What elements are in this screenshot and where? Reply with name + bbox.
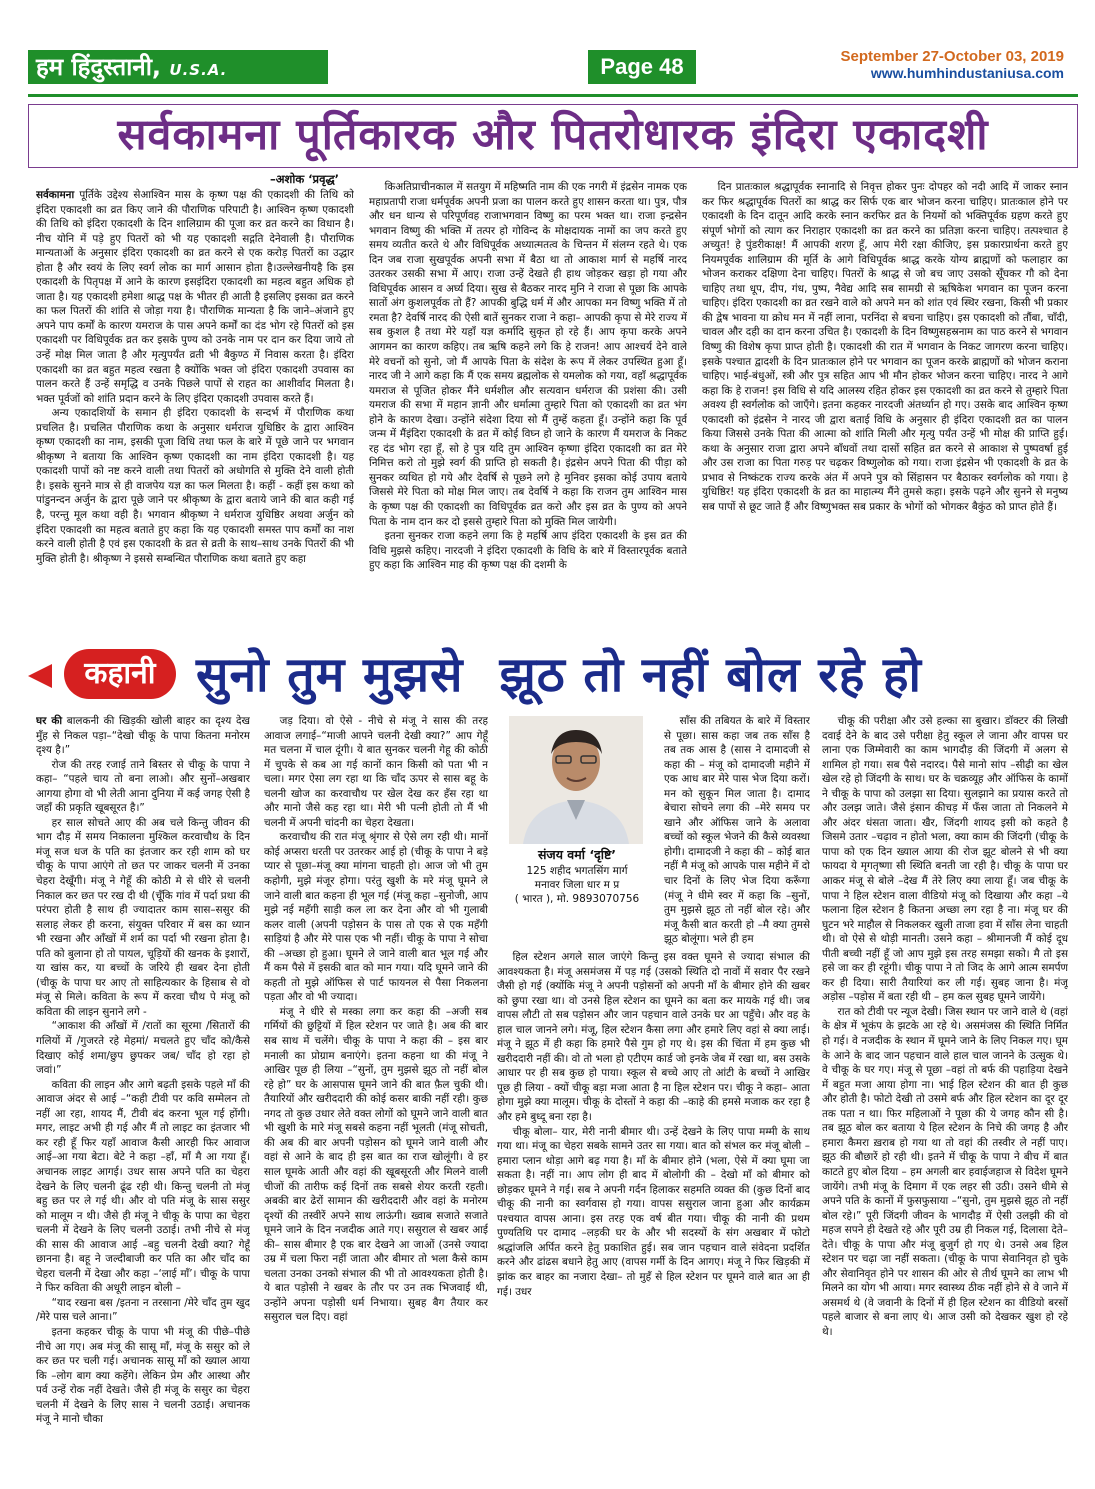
page-number: Page 48 [588, 50, 696, 84]
author-address-line1: 125 शहीद भगतसिंग मार्ग [526, 865, 628, 877]
paragraph [497, 950, 810, 1125]
paragraph [36, 714, 250, 758]
issue-date: September 27-October 03, 2019 [840, 48, 1064, 65]
paragraph-text: मंजू ने धीरे से मस्का लगा कर कहा की –अजी सब गर्मियों की छुट्टियों में हिल स्टेशन पर जाते है। अब की बार सब साथ में चलेंगे। चीकू के पापा ने कहा की – इस बार मनाली का प्रोग्राम बनाएंगे। इतना कहना था की मंजू ने आखिर पूछ ही लिया –“सुनों, तुम मुझसे झूठ तो नहीं बोल रहे हो” घर के आसपास घूमने जाने की बात फ़ैल चुकी थी। तैयारियों और खरीददारी की कोई कसर बाकी नहीं रही। कुछ नगद तो कुछ उधार लेते वक्त लोगों को घूमने जाने वाली बात भी खुशी के मारे मंजू सबसे कहना नहीं भूलती (मंजू सोचती, की अब की बार अपनी पड़ोसन को घूमने जाने वाली और वहां से आने के बाद ही इस बात का राज खोलूंगी। वे हर साल घूमके आती और वहां की खूबसूरती और मिलने वाली चीजों की तारीफ कई दिनों तक सबसे शेयर करती रहती। अबकी बार ढेरों सामान की खरीददारी और वहां के मनोरम दृश्यों की तस्वीरें अपने साथ लाऊंगी। ख्वाब सजाते सजाते घूमने जाने के दिन नजदीक आते गए। ससुराल से खबर आई की– सास बीमार है एक बार देखने आ जाओं (उनसे ज्यादा उम्र में चला फिरा नहीं जाता और बीमार तो भला कैसे काम चलता उनका उनको संभाल की भी तो आवश्यकता होती है। ये बात पड़ोसी ने खबर के तौर पर उन तक भिजवाई थी, उन्होंने अपना पड़ोसी धर्म निभाया। सुबह बैग तैयार कर ससुराल चल दिए। वहां [264, 1005, 488, 1324]
paragraph [264, 714, 488, 830]
paragraph [36, 406, 354, 566]
paragraph-text: किअतिप्राचीनकाल में सतयुग में महिष्मति नाम की एक नगरी में इंद्रसेन नामक एक महाप्रतापी राजा धर्मपूर्वक अपनी प्रजा का पालन करते हुए शासन करता था। पुत्र, पौत्र और धन धान्य से परिपूर्णवह राजाभगवान विष्णु का परम भक्त था। राजा इन्द्रसेन भगवान विष्णु की भक्ति में तत्पर हो गोविन्द के मोक्षदायक नामों का जप करते हुए समय व्यतीत करते थे और विधिपूर्वक अध्यात्मतत्व के चिन्तन में संलग्न रहते थे। एक दिन जब राजा सुखपूर्वक अपनी सभा में बैठा था तो आकाश मार्ग से महर्षि नारद उतरकर उसकी सभा में आए। राजा उन्हें देखते ही हाथ जोड़कर खड़ा हो गया और विधिपूर्वक आसन व अर्घ्य दिया। सुख से बैठकर नारद मुनि ने राजा से पूछा कि आपके सातों अंग कुशलपूर्वक तो हैं? आपकी बुद्धि धर्म में और आपका मन विष्णु भक्ति में तो रमता है? देवर्षि नारद की ऐसी बातें सुनकर राजा ने कहा– आपकी कृपा से मेरे राज्य में सब कुशल है तथा मेरे यहाँ यज्ञ कर्मादि सुकृत हो रहे हैं। आप कृपा करके अपने आगमन का कारण कहिए। तब ऋषि कहने लगे कि हे राजन! आप आश्चर्य देने वाले मेरे वचनों को सुनो, जो मैं आपके पिता के संदेश के रूप में लेकर उपस्थित हुआ हूँ। नारद जी ने आगे कहा कि मैं एक समय ब्रह्मलोक से यमलोक को गया, वहाँ श्रद्धापूर्वक यमराज से पूजित होकर मैंने धर्मशील और सत्यवान धर्मराज की प्रशंसा की। उसी यमराज की सभा में महान ज्ञानी और धर्मात्मा तुम्हारे पिता को एकादशी का व्रत भंग होने के कारण देखा। उन्होंने संदेशा दिया सो मैं तुम्हें कहता हूँ। उन्होंने कहा कि पूर्व जन्म में मैंइंदिरा एकादशी के व्रत में कोई विघ्न हो जाने के कारण मैं यमराज के निकट रह दंड भोग रहा हूँ, सो हे पुत्र यदि तुम आश्विन कृष्णा इंदिरा एकादशी का व्रत मेरे निमित्त करो तो मुझे स्वर्ग की प्राप्ति हो सकती है। इंद्रसेन अपने पिता की पीड़ा को सुनकर व्यथित हो गये और देवर्षि से पूछने लगे हे मुनिवर इसका कोई उपाय बताये जिससे मेरे पिता को मोक्ष मिल जाए। तब देवर्षि ने कहा कि राजन तुम आश्विन मास के कृष्ण पक्ष की एकादशी का विधिपूर्वक व्रत करो और इस व्रत के पुण्य को अपने पिता के नाम दान कर दो इससे तुम्हारे पिता को मुक्ति मिल जायेगी। [369, 181, 687, 528]
paragraph [497, 1125, 810, 1300]
paragraph [36, 1325, 250, 1427]
paragraph [264, 830, 488, 1005]
author-address-line3: ( भारत ), मो. 9893070756 [514, 893, 640, 905]
paragraph-text: हिल स्टेशन अगले साल जाएंगे किन्तु इस वक्त घूमने से ज्यादा संभाल की आवश्यकता है। मंजू असमंजस में पड़ गई (उसको स्थिति दो नावों में सवार पैर रखने जैसी हो गई (क्योंकि मंजू ने अपनी पड़ोसनों को अपनी माँ के बीमार होने की खबर को छुपा रखा था। वो उनसे हिल स्टेशन का घूमने का बता कर मायके गई थी। जब वापस लौटी तो सब पड़ोसन और जान पहचान वाले उनके घर आ पहुँचे। और वह के हाल चाल जानने लगे। मंजू, हिल स्टेशन कैसा लगा और हमारे लिए वहां से क्या लाई। मंजू ने झूठ में ही कहा कि हमारे पैसे गुम हो गए थे। इस की चिंता में हम कुछ भी खरीददारी नहीं की। वो तो भला हो एटीएम कार्ड जो इनके जेब में रखा था, बस उसके आधार पर ही सब कुछ हो पाया। स्कूल से बच्चे आए तो आंटी के बच्चों ने आखिर पूछ ही लिया - क्यों चीकू बड़ा मजा आता है ना हिल स्टेशन पर। चीकू ने कहा– आता होगा मुझे क्या मालूम। चीकू के दोस्तों ने कहा की –काहे की हमसे मजाक कर रहा है और हमे बुध्दू बना रहा है। [497, 951, 810, 1124]
paragraph-text: पूर्तिके उद्देश्य सेआश्विन मास के कृष्ण पक्ष की एकादशी की तिथि को इंदिरा एकादशी का व्रत किए जाने की पौराणिक परिपाटी है। आश्विन कृष्ण एकादशी की तिथि को इंदिरा एकादशी के दिन शालिग्राम की पूजा कर व्रत करने का विधान है। नीच योनि में पड़े हुए पितरों को भी यह एकादशी सद्गति देनेवाली है। पौराणिक मान्यताओं के अनुसार इंदिरा एकादशी का व्रत करने से एक करोड़ पितरों का उद्धार होता है और स्वयं के लिए स्वर्ग लोक का मार्ग आसान होता है।उल्लेखनीयहै कि इस एकादशी के पितृपक्ष में आने के कारण इसइंदिरा एकादशी का महत्व बहुत अधिक हो जाता है। यह एकादशी हमेशा श्राद्ध पक्ष के भीतर ही आती है इसलिए इसका व्रत करने का फल पितरों की शांति से जोड़ा गया है। पौराणिक मान्यता है कि जाने–अंजाने हुए अपने पाप कर्मों के कारण यमराज के पास अपने कर्मों का दंड भोग रहे पितरों को इस एकादशी पर विधिपूर्वक व्रत कर इसके पुण्य को उनके नाम पर दान कर दिया जाये तो उन्हें मोक्ष मिल जाता है और मृत्युपर्यंत व्रती भी बैकुण्ठ में निवास करता है। इंदिरा एकादशी का व्रत बहुत महत्व रखता है क्योंकि भक्त जो इंदिरा एकादशी उपवास का पालन करते हैं उन्हें समृद्धि व उनके पिछले पापों से राहत का आशीर्वाद मिलता है। भक्त पूर्वजों को शांति प्रदान करने के लिए इंदिरा एकादशी उपवास करते हैं। [36, 189, 354, 405]
lead-word: घर की [36, 715, 63, 727]
paragraph-text: बालकनी की खिड़की खोली बाहर का दृश्य देख मुँह से निकल पड़ा–“देखो चीकू के पापा कितना मनोरम दृश्य है।” [36, 715, 250, 757]
paragraph-text: इतना कहकर चीकू के पापा भी मंजू की पीछे–पीछे नीचे आ गए। अब मंजू की सासू माँ, मंजू के ससुर को ले कर छत पर चली गई। अचानक सासू माँ को ख्याल आया कि –लोग बाग क्या कहेंगे। लेकिन प्रेम और आस्था और पर्व उन्हें रोक नहीं देखते। जैसे ही मंजू के ससुर का चेहरा चलनी में देखने के लिए सास ने चलनी उठाई। अचानक मंजू ने मानो चौका [36, 1325, 250, 1426]
issue-info [841, 48, 1064, 81]
article-column-1 [36, 188, 354, 640]
paragraph [664, 714, 810, 946]
brand-suffix: U.S.A. [169, 61, 228, 79]
paragraph-text: अन्य एकादशियों के समान ही इंदिरा एकादशी के सन्दर्भ में पौराणिक कथा प्रचलित है। प्रचलित पौराणिक कथा के अनुसार धर्मराज युधिष्ठिर के द्वारा आश्विन कृष्ण एकादशी का नाम, इसकी पूजा विधि तथा फल के बारे में पूछे जाने पर भगवान श्रीकृष्ण ने बताया कि आश्विन कृष्ण एकादशी का नाम इंदिरा एकादशी है। यह एकादशी पापों को नष्ट करने वाली तथा पितरों को अधोगति से मुक्ति देने वाली होती है। इसके सुनने मात्र से ही वाजपेय यज्ञ का फल मिलता है। कहीं - कहीं इस कथा को पांडुनन्दन अर्जुन के द्वारा पूछे जाने पर श्रीकृष्ण के द्वारा बताये जाने की बात कही गई है, परन्तु मूल कथा वही है। भगवान श्रीकृष्ण ने धर्मराज युधिष्ठिर अथवा अर्जुन को इंदिरा एकादशी का महत्व बताते हुए कहा कि यह एकादशी समस्त पाप कर्मों का नाश करने वाली होती है एवं इस एकादशी के व्रत से व्रती के साथ–साथ उनके पितरों की भी मुक्ति होती है। श्रीकृष्ण ने इससे सम्बन्धित पौराणिक कथा बताते हुए कहा [36, 407, 354, 565]
paragraph [36, 816, 250, 1020]
paragraph-text: चीकू बोला– यार, मेरी नानी बीमार थी। उन्हें देखने के लिए पापा मम्मी के साथ गया था। मंजू का चेहरा सबके सामने उतर सा गया। बात को संभल कर मंजू बोली – हमारा प्लान थोड़ा आगे बढ़ गया है। माँ के बीमार होने (भला, ऐसे में क्या घूमा जा सकता है। नहीं ना। आप लोग ही बाद में बोलोगी की – देखो माँ को बीमार को छोड़कर घूमने ने गई। सब ने अपनी गर्दन हिलाकर सहमति व्यक्त की (कुछ दिनों बाद चीकू की नानी का स्वर्गवास हो गया। वापस ससुराल जाना हुआ और कार्यक्रम पश्चयात वापस आना। इस तरह एक वर्ष बीत गया। चीकू की नानी की प्रथम पुण्यतिथि पर दामाद –लड़की घर के और भी सदस्यों के संग अखबार में फोटो श्रद्धांजलि अर्पित करने हेतु प्रकाशित हुई। सब जान पहचान वाले संवेदना प्रदर्शित करने और ढांढस बधाने हेतु आए (वापस गर्मी के दिन आगए। मंजू ने फिर खिड़की में झांक कर बाहर का नजारा देखा– तो मुहँ से हिल स्टेशन पर घूमने वाले बात आ ही गई। उधर [497, 1125, 810, 1298]
paragraph [36, 188, 354, 406]
paragraph [702, 180, 1068, 515]
author-card [497, 716, 657, 948]
paragraph-text: साँस की तबियत के बारे में विस्तार से पूछा। सास कहा जब तक साँस है तब तक आस है (सास ने दामादजी से कहा की – मंजू को दामादजी महीने में एक आध बार मेरे पास भेज दिया करों। मन को सुकून मिल जाता है। दामाद बेचारा सोचने लगा की –मेरे समय पर खाने और ऑफिस जाने के अलावा बच्चों को स्कूल भेजने की कैसे व्यवस्था होगी। दामादजी ने कहा की – कोई बात नहीं मै मंजू को आपके पास महीने में दो चार दिनों के लिए भेज दिया करूँगा (मंजू ने धीमे स्वर में कहा कि –सुनों, तुम मुझसे झूठ तो नहीं बोल रहे। और मंजू कैसी बात करती हो –मै क्या तुमसे झूठ बोलूंगा। भले ही हम [664, 715, 810, 946]
paragraph-text: रोज की तरह रजाई ताने बिस्तर से चीकू के पापा ने कहा– “पहले चाय तो बना लाओ। और सुनों–अखबार आगया होगा वो भी लेती आना दुनिया में कई जगह ऐसी है जहाँ की प्रकृति खूबसूरत है।” [36, 758, 250, 815]
paragraph [36, 1078, 250, 1296]
paragraph [36, 1296, 250, 1325]
website-url[interactable]: www.humhindustaniusa.com [870, 65, 1064, 81]
article-byline: –अशोक ‘प्रवृद्ध’ [270, 172, 340, 186]
brand-title: हम हिंदुस्तानी, [36, 53, 162, 81]
paragraph-text: हर साल सोचते आए की अब चले किन्तु जीवन की भाग दौड़ में समय निकालना मुश्किल करवाचौथ के दिन मंजू सज धज के पति का इंतजार कर रही शाम को घर चीकू के पापा आएंगे तो छत पर जाकर चलनी में उनका चेहरा देखूँगी। मंजू ने गेहूँ की कोठी मे से धीरे से चलनी निकाल कर छत पर रख दी थी (चूँकि गांव में पर्दा प्रथा की परंपरा होती है साथ ही ज्यादातर काम सास–ससुर की सलाह लेकर ही करना, संयुक्त परिवार में बस का ध्यान भी रखना और आँखों में शर्म का पर्दा भी रखना होता है। पति को बुलाना हो तो पायल, चूड़ियों की खनक के इशारों, या खांस कर, या बच्चों के जरिये ही खबर देना होती (चीकू के पापा घर आए तो साहित्यकार के हिसाब से वो मंजू से मिले। कविता के रूप में करवा चौथ पे मंजू को कविता की लाइन सुनाने लगे - [36, 816, 250, 1018]
paragraph-text: इतना सुनकर राजा कहने लगा कि हे महर्षि आप इंदिरा एकादशी के इस व्रत की विधि मुझसे कहिए। नारदजी ने इंदिरा एकादशी के विधि के बारे में विस्तारपूर्वक बताते हुए कहा कि आश्विन माह की कृष्ण पक्ष की दशमी के [369, 530, 687, 572]
paragraph-text: “याद रखना बस /इतना न तरसाना /मेरे चाँद तुम खुद /मेरे पास चले आना।” [36, 1296, 250, 1324]
paragraph [36, 1019, 250, 1077]
paragraph [36, 758, 250, 816]
story-header [28, 646, 1078, 708]
story-headline [196, 646, 1076, 706]
paragraph-text: रात को टीवी पर न्यूज देखी। जिस स्थान पर जाने वाले थे (वहां के क्षेत्र में भूकंप के झटके आ रहे थे। असमंजस की स्थिति निर्मित हो गई। वे नजदीक के स्थान में घूमने जाने के लिए निकल गए। घूम के आने के बाद जान पहचान वाले हाल चाल जानने के उत्सुक थे। वे चीकू के घर गए। मंजू से पूछा –वहां तो बर्फ की पहाड़िया देखने में बहुत मजा आया होगा ना। भाई हिल स्टेशन की बात ही कुछ और होती है। फोटो देखी तो उसमे बर्फ और हिल स्टेशन का दूर दूर तक पता न था। फिर महिलाओं ने पूछा की ये जगह कौन सी है। तब झूठ बोल कर बताया ये हिल स्टेशन के निचे की जगह है और हमारा कैमरा ख़राब हो गया था तो वहां की तस्वीर ले नहीं पाए। झूठ की बौछारें हो रही थी। इतने में चीकू के पापा ने बीच में बात काटते हुए बोल दिया – हम अगली बार हवाईजहाज से विदेश घूमने जायेंगे। तभी मंजू के दिमाग में एक लहर सी उठी। उसने धीमे से अपने पति के कानों में फुसफुसाया –“सुनो, तुम मुझसे झूठ तो नहीं बोल रहे।” पूरी जिंदगी जीवन के भागदौड़ में ऐसी उलझी की वो महज सपने ही देखते रहे और पूरी उम्र ही निकल गई, दिलासा देते– देते। चीकू के पापा और मंजू बुजुर्ग हो गए थे। उनसे अब हिल स्टेशन पर चढ़ा जा नहीं सकता। (चीकू के पापा सेवानिवृत हो चुके और सेवानिवृत होने पर शासन की ओर से तीर्थ घूमने का लाभ भी मिलने का योग भी आया। मगर स्वास्थ्य ठीक नहीं होने से वे जाने में असमर्थ थे (वे जवानी के दिनों में ही हिल स्टेशन का वीडियो बरसों पहले बाजार से बना लाए थे। आज उसी को देखकर खुश हो रहे थे। [822, 1005, 1068, 1338]
publication-name [28, 50, 328, 84]
paragraph-text: जड़ दिया। वो ऐसे - नीचे से मंजू ने सास की तरह आवाज लगाई–“माजी आपने चलनी देखी क्या?” आप गेहूँ मत चलना में चाल दूंगी। ये बात सुनकर चलनी गेहू की कोठी में चुपके से कब आ गई कानों कान किसी को पता भी न चला। मगर ऐसा लग रहा था कि चाँद ऊपर से सास बहू के चलनी खोज का करवाचौथ पर खेल देख कर हँस रहा था और मानो जैसे कह रहा था। मेरी भी पत्नी होती तो मैं भी चलनी में अपनी चांदनी का चेहरा देखता। [264, 715, 488, 829]
story-column-3-top [664, 714, 810, 946]
story-column-3 [497, 950, 810, 1480]
article-headline: सर्वकामना पूर्तिकारक और पितरोधारक इंदिरा एकादशी [28, 104, 1078, 168]
masthead-rule [28, 94, 1078, 97]
article-column-2 [369, 180, 687, 640]
story-column-4 [822, 714, 1068, 1480]
paragraph-text: चीकू की परीक्षा और उसे हल्का सा बुखार। डॉक्टर की लिखी दवाई देने के बाद उसे परीक्षा हेतु स्कूल ले जाना और वापस घर लाना एक जिम्मेवारी का काम भागदौड़ की जिंदगी में अलग से शामिल हो गया। सब पैसे नदारद। पैसे मानो सांप –सीढ़ी का खेल खेल रहे हो जिंदगी के साथ। घर के चक्रव्यूह और ऑफिस के कामों ने चीकू के पापा को उलझा सा दिया। सुलझाने का प्रयास करते तो और उलझ जाते। जैसे इंसान कीचड़ में फँस जाता तो निकलने मे और अंदर धंसता जाता। खैर, जिंदगी शायद इसी को कहते है जिसमे उतार –चढ़ाव न होतो भला, क्या काम की जिंदगी (चीकू के पापा को एक दिन ख्याल आया की रोज झूट बोलने से भी क्या फायदा ये मृगतृष्णा सी स्थिति बनती जा रही है। चीकू के पापा घर आकर मंजू से बोले –देख मैं तेरे लिए क्या लाया हूँ। जब चीकू के पापा ने हिल स्टेशन वाला वीडियो मंजू को दिखाया और कहा –ये फलाना हिल स्टेशन है कितना अच्छा लग रहा है ना। मंजू घर की घुटन भरे माहौल से निकलकर खुली ताजा हवा में साँस लेना चाहती थी। वो ऐसे से थोड़ी मानती। उसने कहा – श्रीमानजी मैं कोई दूध पीती बच्ची नहीं हूँ जो आप मुझे इस तरह समझा सको। मै तो इस हसे जा कर ही रहूंगी। चीकू पापा ने तो जिद के आगे आत्म समर्पण कर ही दिया। सारी तैयारियां कर ली गई। सुबह जाना है। मंजू अड़ोस –पड़ोस में बता रही थी – हम कल सुबह घूमने जायेंगे। [822, 715, 1068, 1004]
paragraph-text: करवाचौथ की रात मंजू श्रृंगार से ऐसे लग रही थी। मानों कोई अप्सरा धरती पर उतरकर आई हो (चीकू के पापा ने बड़े प्यार से पूछा–मंजू क्या मांगना चाहती हो। आज जो भी तुम कहोगी, मुझे मंजूर होगा। परंतु खुशी के मरे मंजू घूमने ले जाने वाली बात कहना ही भूल गई (मंजू कहा –सुनोजी, आप मुझे नई महँगी साड़ी कल ला कर देना और वो भी गुलाबी कलर वाली (अपनी पड़ोसन के पास तो एक से एक महँगी साड़ियां है और मेरे पास एक भी नहीं। चीकू के पापा ने सोचा की –अच्छा हो हुआ। घूमने ले जाने वाली बात भूल गई और मैं कम पैसे में इसकी बात को मान गया। यदि घूमने जाने की कहती तो मुझे ऑफिस से पार्ट फायनल से पैसा निकलना पड़ता और वो भी ज्यादा। [264, 831, 488, 1004]
paragraph [369, 529, 687, 573]
story-headline-part1: सुनो तुम मुझसे [196, 647, 464, 703]
paragraph [264, 1005, 488, 1325]
author-name: संजय वर्मा ‘दृष्टि’ [537, 847, 616, 862]
paragraph [822, 1005, 1068, 1340]
paragraph-text: दिन प्रातःकाल श्रद्धापूर्वक स्नानादि से निवृत्त होकर पुनः दोपहर को नदी आदि में जाकर स्नान कर फिर श्रद्धापूर्वक पितरों का श्राद्ध कर सिर्फ एक बार भोजन करना चाहिए। प्रातःकाल होने पर एकादशी के दिन दातून आदि करके स्नान करफिर व्रत के नियमों को भक्तिपूर्वक ग्रहण करते हुए संपूर्ण भोगों को त्याग कर निराहार एकादशी का व्रत करने का प्रतिज्ञा करना चाहिए। तत्पश्चात हे अच्युत! हे पुंडरीकाक्ष! मैं आपकी शरण हूँ, आप मेरी रक्षा कीजिए, इस प्रकारप्रार्थना करते हुए नियमपूर्वक शालिग्राम की मूर्ति के आगे विधिपूर्वक श्राद्ध करके योग्य ब्राह्मणों को फलाहार का भोजन कराकर दक्षिणा देना चाहिए। पितरों के श्राद्ध से जो बच जाए उसको सूँघकर गौ को देना चाहिए तथा धूप, दीप, गंध, पुष्प, नैवेद्य आदि सब सामग्री से ऋषिकेश भगवान का पूजन करना चाहिए। इंदिरा एकादशी का व्रत रखने वाले को अपने मन को शांत एवं स्थिर रखना, किसी भी प्रकार की द्वेष भावना या क्रोध मन में नहीं लाना, परनिंदा से बचना चाहिए। इस एकादशी को तौंबा, चाँदी, चावल और दही का दान करना उचित है। एकादशी के दिन विष्णुसहस्रनाम का पाठ करने से भगवान विष्णु की विशेष कृपा प्राप्त होती है। एकादशी की रात में भगवान के निकट जागरण करना चाहिए। इसके पश्चात द्वादशी के दिन प्रातःकाल होने पर भगवान का पूजन करके ब्राह्मणों को भोजन कराना चाहिए। भाई-बंधुओं, स्त्री और पुत्र सहित आप भी मौन होकर भोजन करना चाहिए। नारद ने आगे कहा कि हे राजन! इस विधि से यदि आलस्य रहित होकर इस एकादशी का व्रत करने से तुम्हारे पिता अवश्य ही स्वर्गलोक को जाएँगे। इतना कहकर नारदजी अंतर्ध्यान हो गए। उसके बाद आश्विन कृष्ण एकादशी को इंद्रसेन ने नारद जी द्वारा बताई विधि के अनुसार ही इंदिरा एकादशी व्रत का पालन किया जिससे उनके पिता की आत्मा को शांति मिली और मृत्यु पर्यंत उन्हें भी मोक्ष की प्राप्ति हुई। कथा के अनुसार राजा द्वारा अपने बाँधवों तथा दासों सहित व्रत करने से आकाश से पुष्पवर्षा हुई और उस राजा का पिता गरुड़ पर चढ़कर विष्णुलोक को गया। राजा इंद्रसेन भी एकादशी के व्रत के प्रभाव से निष्कंटक राज्य करके अंत में अपने पुत्र को सिंहासन पर बैठाकर स्वर्गलोक को गया। हे युधिष्ठिर! यह इंदिरा एकादशी के व्रत का माहात्म्य मैंने तुमसे कहा। इसके पढ़ने और सुनने से मनुष्य सब पापों से छूट जाते हैं और विष्णुभक्त सब प्रकार के भोगों को भोगकर बैकुंठ को प्राप्त होते हैं। [702, 181, 1068, 514]
article-column-3 [702, 180, 1068, 640]
author-caption [497, 848, 657, 906]
label-arrow-icon [28, 664, 52, 688]
paragraph-text: “आकाश की आँखों में /रातों का सूरमा /सितारों की गलियों में /गुजरते रहे मेहमां/ मचलते हुए चाँद को/कैसे दिखाए कोई शमा/छुप छुपकर जब/ चाँद हो रहा हो जवां।” [36, 1020, 250, 1077]
author-address-line2: मनावर जिला धार म प्र [534, 879, 620, 891]
paragraph-text: कविता की लाइन और आगे बढ़ती इसके पहले माँ की आवाज अंदर से आई –“कही टीवी पर कवि सम्मेलन तो नहीं आ रहा, शायद मैं, टीवी बंद करना भूल गई होंगी। मगर, लाइट अभी ही गई और मैं तो लाइट का इंतजार भी कर रही हूँ फिर यहाँ आवाज कैसी आरही फिर आवाज आई–आ गया बेटा। बेटे ने कहा –हाँ, माँ मै आ गया हूँ। अचानक लाइट आगई। उधर सास अपने पति का चेहरा देखने के लिए चलनी ढूंढ रही थी। किन्तु चलनी तो मंजू बहु छत पर ले गई थी। और वो पति मंजू के सास ससुर को मालूम न थी। जैसे ही मंजू ने चीकू के पापा का चेहरा चलनी में देखने के लिए चलनी उठाई। तभी नीचे से मंजू की सास की आवाज आई –बहु चलनी देखी क्या? गेहूँ छानना है। बहू ने जल्दीबाजी कर पति का और चाँद का चेहरा चलनी में देखा और कहा –‘लाई माँ’। चीकू के पापा ने फिर कविता की अधूरी लाइन बोली – [36, 1078, 250, 1295]
story-column-2 [264, 714, 488, 1480]
paragraph [822, 714, 1068, 1005]
story-headline-part2: झूठ तो नहीं बोल रहे हो [499, 647, 922, 703]
story-column-1 [36, 714, 250, 1480]
paragraph [369, 180, 687, 529]
masthead [28, 44, 1078, 92]
story-label: कहानी [64, 649, 176, 699]
author-photo [509, 716, 643, 844]
lead-word: सर्वकामना [36, 189, 75, 201]
